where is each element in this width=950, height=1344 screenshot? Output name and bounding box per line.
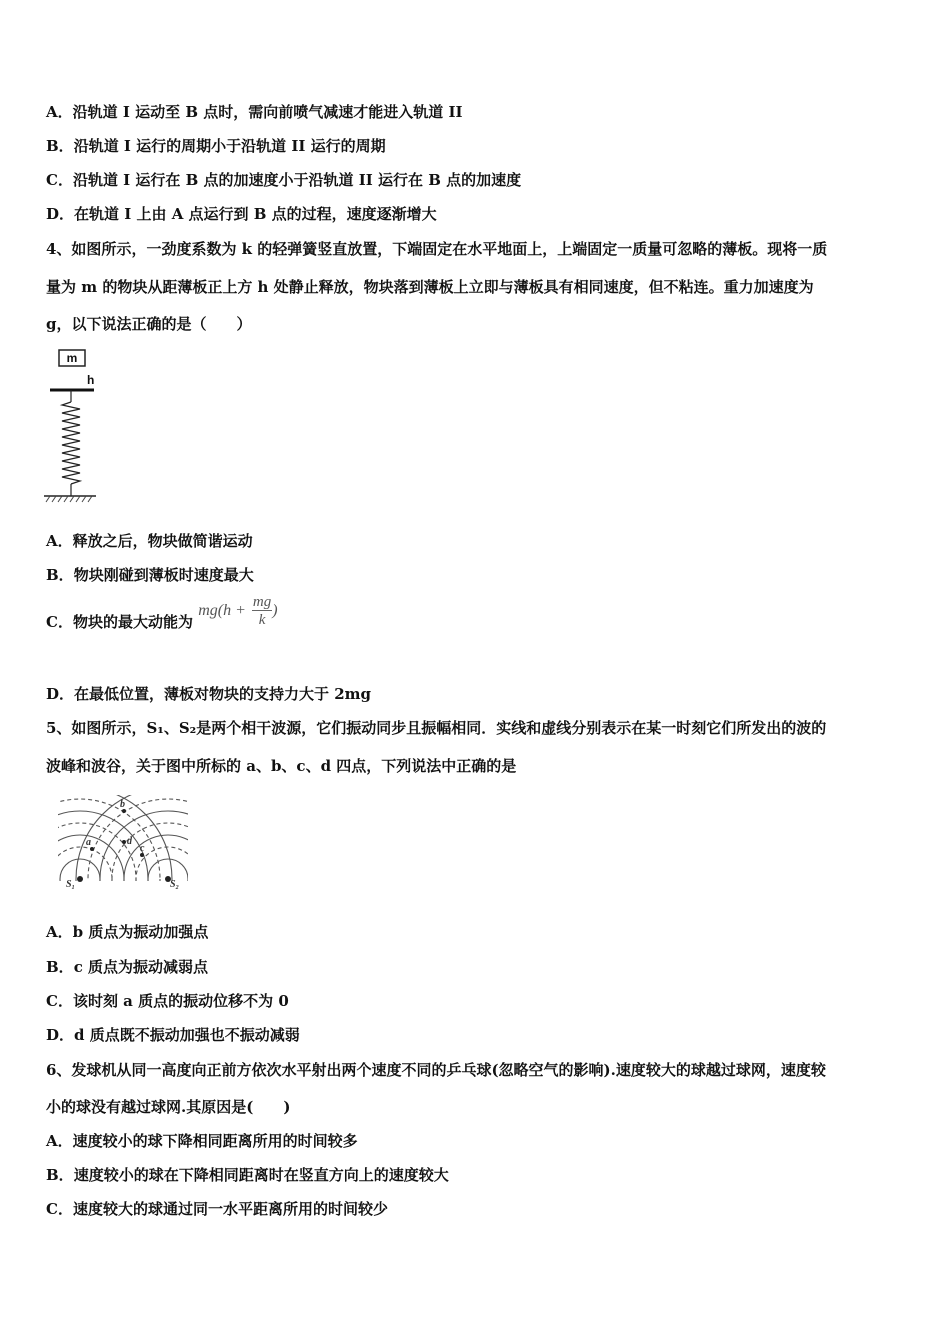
q3-option-d	[46, 204, 437, 224]
option-label: A．	[46, 923, 73, 941]
option-text: c 质点为振动减弱点	[73, 958, 209, 976]
kinetic-energy-fraction	[252, 594, 272, 629]
q4-option-b	[46, 565, 254, 585]
option-text: 沿轨道 I 运动至 B 点时，需向前喷气减速才能进入轨道 II	[72, 103, 463, 121]
q5-option-a	[46, 922, 208, 942]
q5-option-d	[46, 1025, 300, 1045]
option-label: D．	[46, 685, 75, 703]
label-s1: S₁	[66, 879, 76, 890]
wave-points	[77, 809, 171, 882]
s2-crests	[76, 793, 192, 893]
option-text: 沿轨道 I 运行在 B 点的加速度小于沿轨道 II 运行在 B 点的加速度	[72, 171, 522, 189]
q3-option-c	[46, 170, 521, 190]
q5-option-b	[46, 957, 208, 977]
label-c: c	[140, 843, 145, 854]
option-label: D．	[46, 1026, 75, 1044]
option-label: A．	[46, 532, 73, 550]
q6-stem-line-2: 小的球没有越过球网.其原因是( )	[46, 1098, 291, 1116]
q4-option-d	[46, 684, 371, 704]
q3-option-b	[46, 136, 386, 156]
point-d	[122, 840, 126, 844]
option-label: A．	[46, 103, 73, 121]
option-text: 释放之后，物块做简谐运动	[72, 532, 253, 550]
option-label: B．	[46, 137, 74, 155]
option-label: B．	[46, 1166, 74, 1184]
option-text: b 质点为振动加强点	[72, 923, 209, 941]
q5-option-c	[46, 991, 289, 1011]
option-text: 速度较小的球在下降相同距离时在竖直方向上的速度较大	[73, 1166, 449, 1184]
q4-option-c	[46, 593, 278, 645]
fraction-denominator: k	[258, 611, 266, 628]
option-text: 沿轨道 I 运行的周期小于沿轨道 II 运行的周期	[73, 137, 386, 155]
wave-interference-figure	[56, 793, 192, 893]
q6-option-c	[46, 1199, 388, 1219]
option-text: 在轨道 I 上由 A 点运行到 B 点的过程，速度逐渐增大	[74, 205, 437, 223]
q6-option-b	[46, 1165, 449, 1185]
q5-stem-line-1: 5、如图所示，S₁、S₂是两个相干波源，它们振动同步且振幅相同．实线和虚线分别表示在某一时刻它们所发出的波的	[46, 719, 827, 737]
option-text: 该时刻 a 质点的振动位移不为 0	[72, 992, 289, 1010]
option-text: 物块刚碰到薄板时速度最大	[73, 566, 254, 584]
label-b: b	[120, 799, 125, 810]
option-text: 速度较小的球下降相同距离所用的时间较多	[72, 1132, 358, 1150]
option-label: A．	[46, 1132, 73, 1150]
q4-stem-line-3: g，以下说法正确的是（ ）	[46, 315, 252, 333]
label-s2: S₂	[170, 879, 180, 890]
kinetic-energy-formula-prefix: mg(h +	[198, 602, 250, 619]
spring-figure	[40, 344, 102, 506]
q4-stem-line-1: 4、如图所示，一劲度系数为 k 的轻弹簧竖直放置，下端固定在水平地面上，上端固定一质量可忽略的薄板。现将一质	[46, 240, 828, 258]
block-label: m	[66, 351, 78, 365]
q4-stem-line-2: 量为 m 的物块从距薄板正上方 h 处静止释放，物块落到薄板上立即与薄板具有相同速度，但不粘连。重力加速度为	[46, 278, 814, 296]
option-label: D．	[46, 205, 75, 223]
option-text: 在最低位置，薄板对物块的支持力大于 2mg	[74, 685, 372, 703]
q5-stem-line-2: 波峰和波谷，关于图中所标的 a、b、c、d 四点，下列说法中正确的是	[46, 757, 517, 775]
height-label: h	[87, 373, 95, 387]
option-text: 物块的最大动能为	[72, 613, 193, 631]
option-label: B．	[46, 958, 74, 976]
option-label: C．	[46, 613, 73, 631]
s1-crests	[56, 793, 172, 893]
option-label: C．	[46, 1200, 73, 1218]
option-label: B．	[46, 566, 74, 584]
label-a: a	[86, 837, 91, 848]
q4-option-a	[46, 531, 253, 551]
option-text: 速度较大的球通过同一水平距离所用的时间较少	[72, 1200, 388, 1218]
fraction-numerator: mg	[252, 593, 272, 610]
spring-coil	[62, 402, 80, 484]
option-text: d 质点既不振动加强也不振动减弱	[74, 1026, 300, 1044]
label-d: d	[127, 836, 132, 847]
q6-stem-line-1: 6、发球机从同一高度向正前方依次水平射出两个速度不同的乒乓球(忽略空气的影响).速度较大的球越过球网，速度较	[46, 1061, 826, 1079]
source-s1	[77, 876, 83, 882]
option-label: C．	[46, 171, 73, 189]
ground-hatching	[46, 496, 92, 502]
q6-option-a	[46, 1131, 358, 1151]
q3-option-a	[46, 102, 462, 122]
option-label: C．	[46, 992, 73, 1010]
kinetic-energy-formula-suffix: )	[272, 602, 278, 619]
